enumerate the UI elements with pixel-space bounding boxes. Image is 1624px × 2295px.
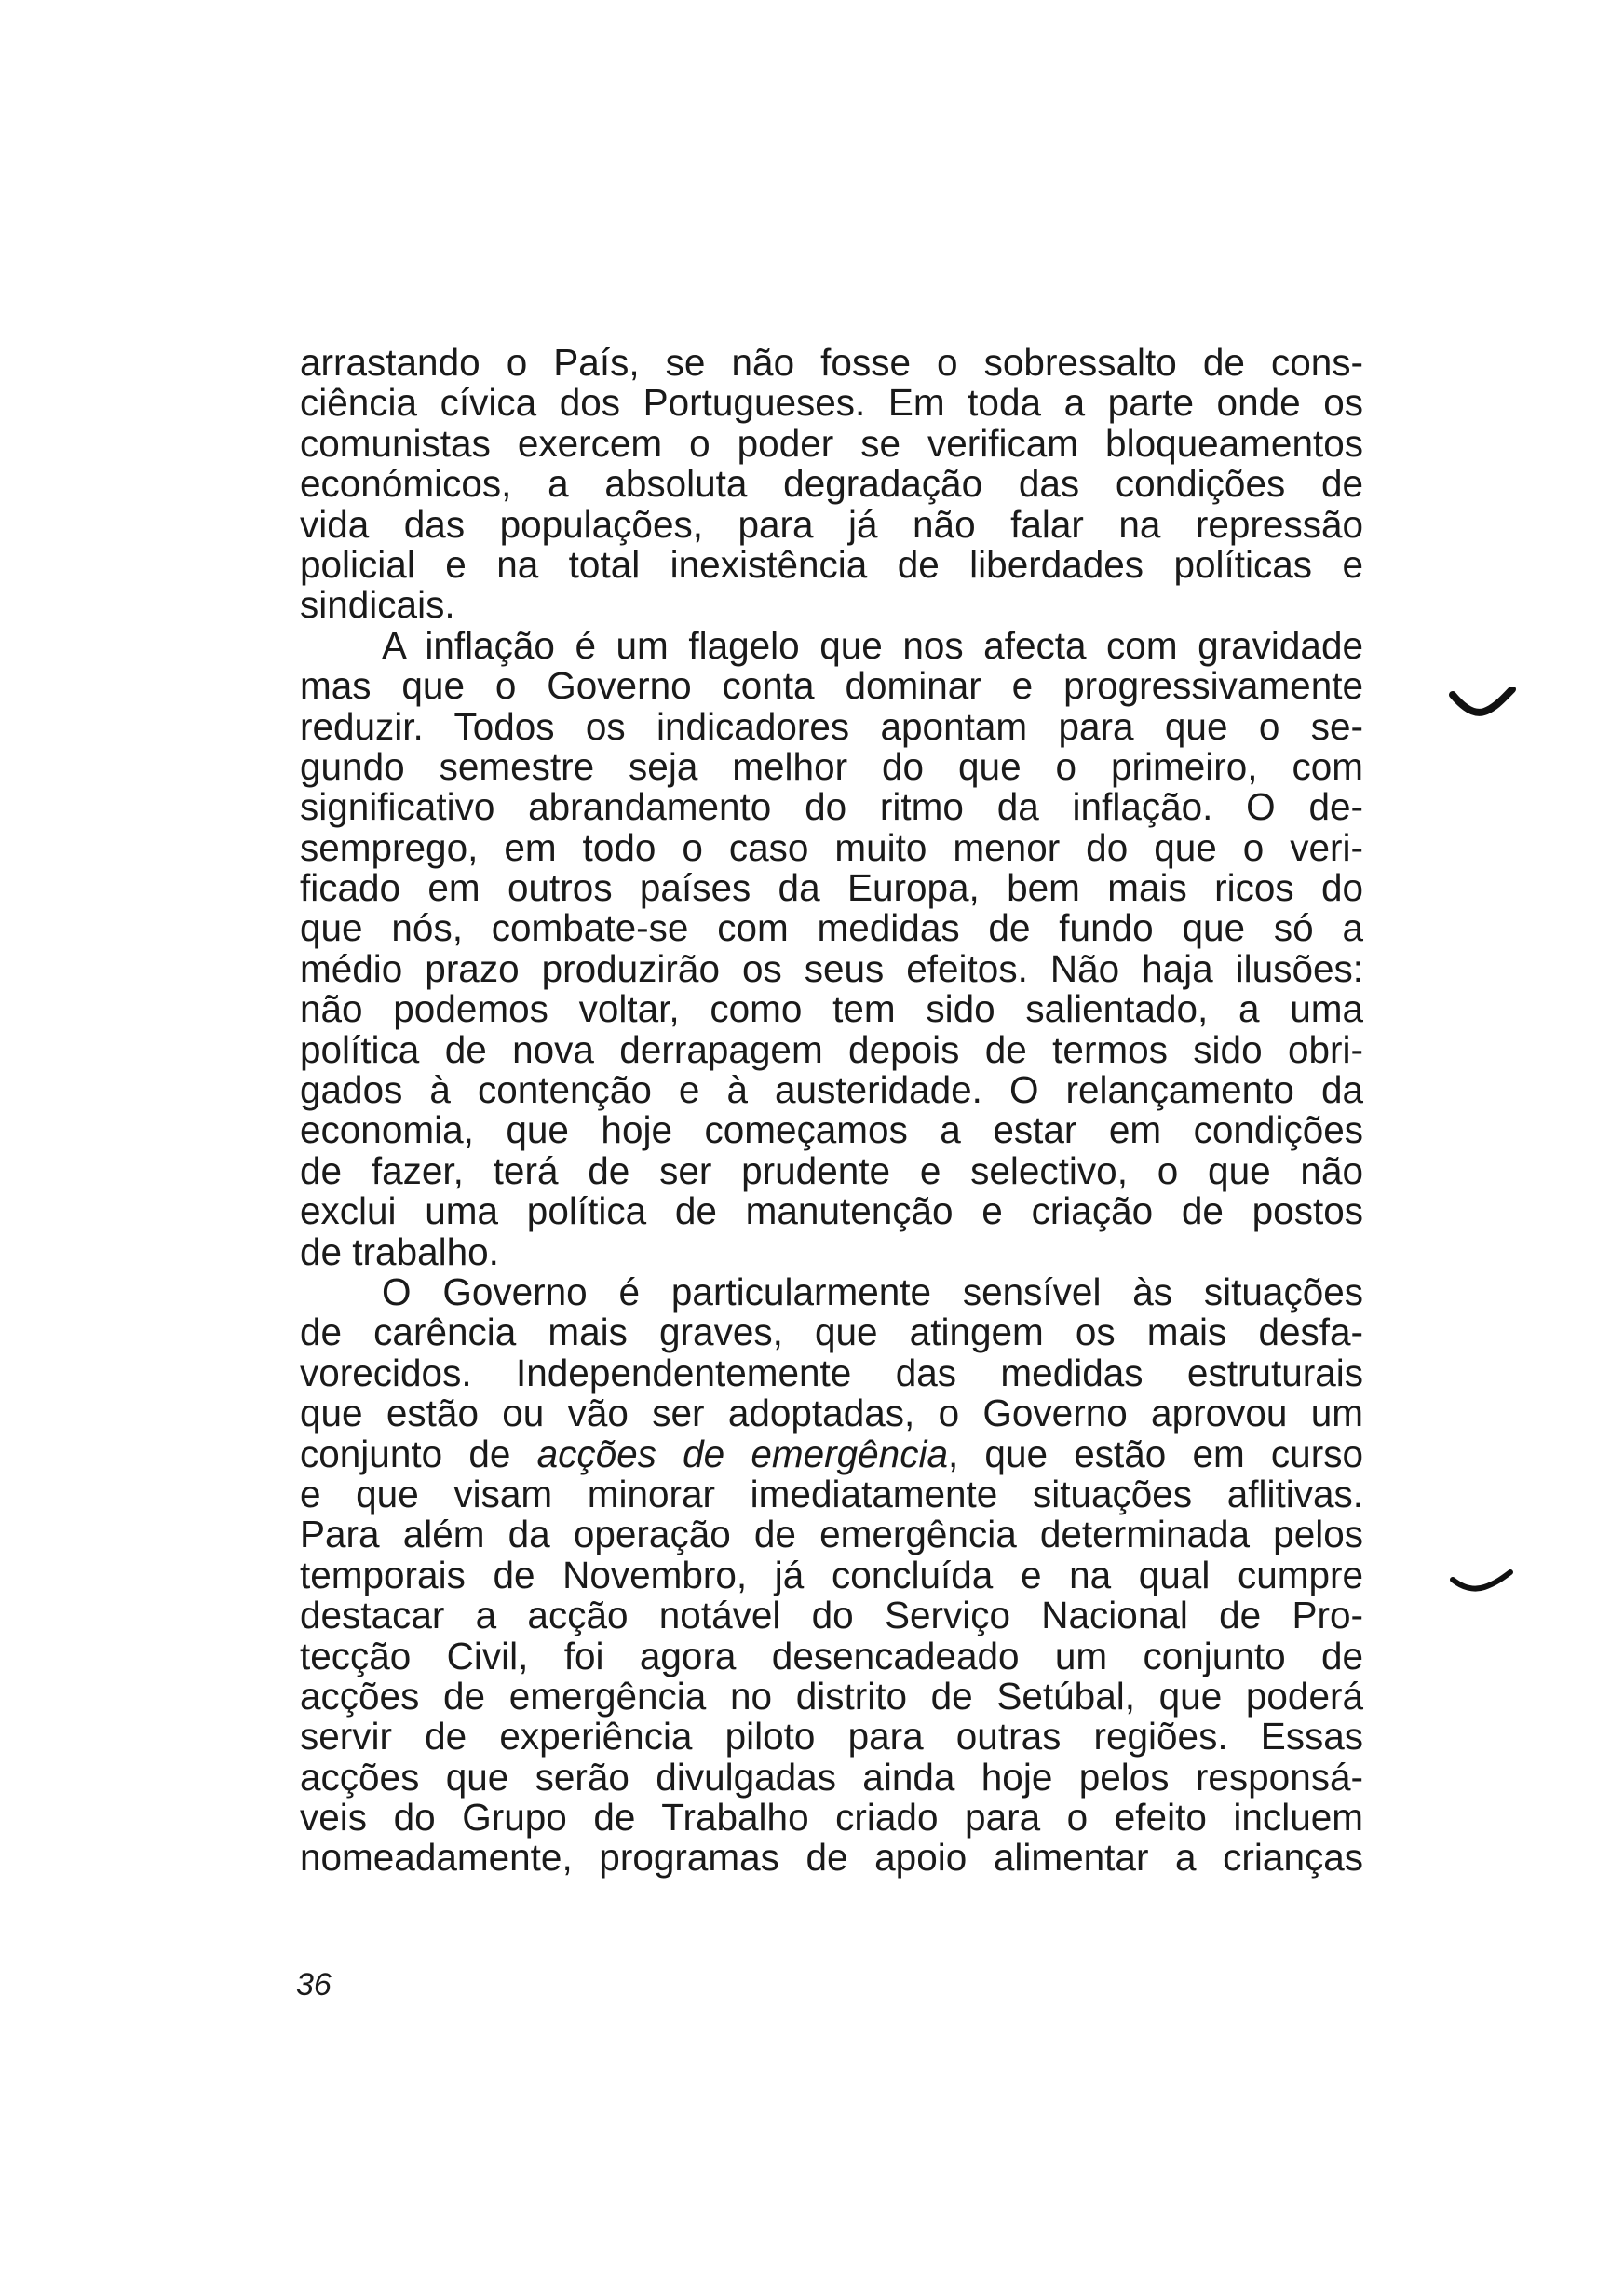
text-line: reduzir. Todos os indicadores apontam para que o se- xyxy=(300,704,1363,748)
text-line: gundo semestre seja melhor do que o primeiro, com xyxy=(300,744,1363,788)
text-line: economia, que hoje começamos a estar em condições xyxy=(300,1108,1363,1152)
text-line: de trabalho. xyxy=(300,1229,499,1273)
text-line: arrastando o País, se não fosse o sobressalto de cons- xyxy=(300,341,1363,384)
text-line: veis do Grupo de Trabalho criado para o efeito incluem xyxy=(300,1796,1363,1840)
text-line: acções de emergência no distrito de Setúbal, que poderá xyxy=(300,1674,1363,1718)
text-line-with-emphasis xyxy=(300,1434,1363,1474)
paragraph xyxy=(300,623,1363,1273)
text-line: comunistas exercem o poder se verificam bloqueamentos xyxy=(300,421,1363,465)
text-line: e que visam minorar imediatamente situações aflitivas. xyxy=(300,1472,1363,1515)
text-line: não podemos voltar, como tem sido salientado, a uma xyxy=(300,987,1363,1031)
paragraph xyxy=(300,1272,1363,1879)
text-line: policial e na total inexistência de liberdades políticas e xyxy=(300,542,1363,586)
text-line: Para além da operação de emergência determinada pelos xyxy=(300,1513,1363,1556)
page-number: 36 xyxy=(296,1967,332,2003)
text-line: vida das populações, para já não falar na repressão xyxy=(300,502,1363,546)
check-mark-icon xyxy=(1449,1568,1514,1595)
text-line: mas que o Governo conta dominar e progressivamente xyxy=(300,664,1363,708)
text-line: sindicais. xyxy=(300,583,455,627)
text-line: semprego, em todo o caso muito menor do que o veri- xyxy=(300,825,1363,869)
text-line: económicos, a absoluta degradação das condições de xyxy=(300,462,1363,506)
text-line: servir de experiência piloto para outras regiões. Essas xyxy=(300,1715,1363,1759)
text-line: que estão ou vão ser adoptadas, o Governo aprovou um xyxy=(300,1392,1363,1435)
text-line: A inflação é um flagelo que nos afecta com gravidade xyxy=(382,623,1363,667)
text-segment: conjunto de xyxy=(300,1432,537,1475)
text-line: nomeadamente, programas de apoio alimentar a crianças xyxy=(300,1836,1363,1880)
text-line: destacar a acção notável do Serviço Nacional de Pro- xyxy=(300,1594,1363,1637)
text-line: ciência cívica dos Portugueses. Em toda a parte onde os xyxy=(300,381,1363,425)
body-text xyxy=(300,343,1363,1879)
text-line: gados à contenção e à austeridade. O relançamento da xyxy=(300,1068,1363,1112)
text-line: O Governo é particularmente sensível às situações xyxy=(382,1270,1363,1313)
text-line: ficado em outros países da Europa, bem mais ricos do xyxy=(300,866,1363,910)
text-segment: , que estão em curso xyxy=(947,1432,1363,1475)
check-mark-icon xyxy=(1449,687,1516,721)
text-line: exclui uma política de manutenção e criação de postos xyxy=(300,1189,1363,1233)
paragraph xyxy=(300,343,1363,626)
text-line: vorecidos. Independentemente das medidas estruturais xyxy=(300,1351,1363,1394)
text-line: que nós, combate-se com medidas de fundo que só a xyxy=(300,906,1363,950)
text-line: acções que serão divulgadas ainda hoje pelos responsá- xyxy=(300,1755,1363,1799)
text-line: de fazer, terá de ser prudente e selectivo, o que não xyxy=(300,1148,1363,1192)
text-line: tecção Civil, foi agora desencadeado um conjunto de xyxy=(300,1634,1363,1677)
text-line: temporais de Novembro, já concluída e na qual cumpre xyxy=(300,1553,1363,1596)
text-line: política de nova derrapagem depois de termos sido obri- xyxy=(300,1027,1363,1071)
text-line: de carência mais graves, que atingem os mais desfa- xyxy=(300,1310,1363,1354)
text-line: médio prazo produzirão os seus efeitos. Não haja ilusões: xyxy=(300,946,1363,990)
emphasized-text: acções de emergência xyxy=(536,1432,948,1475)
text-line: significativo abrandamento do ritmo da inflação. O de- xyxy=(300,785,1363,829)
